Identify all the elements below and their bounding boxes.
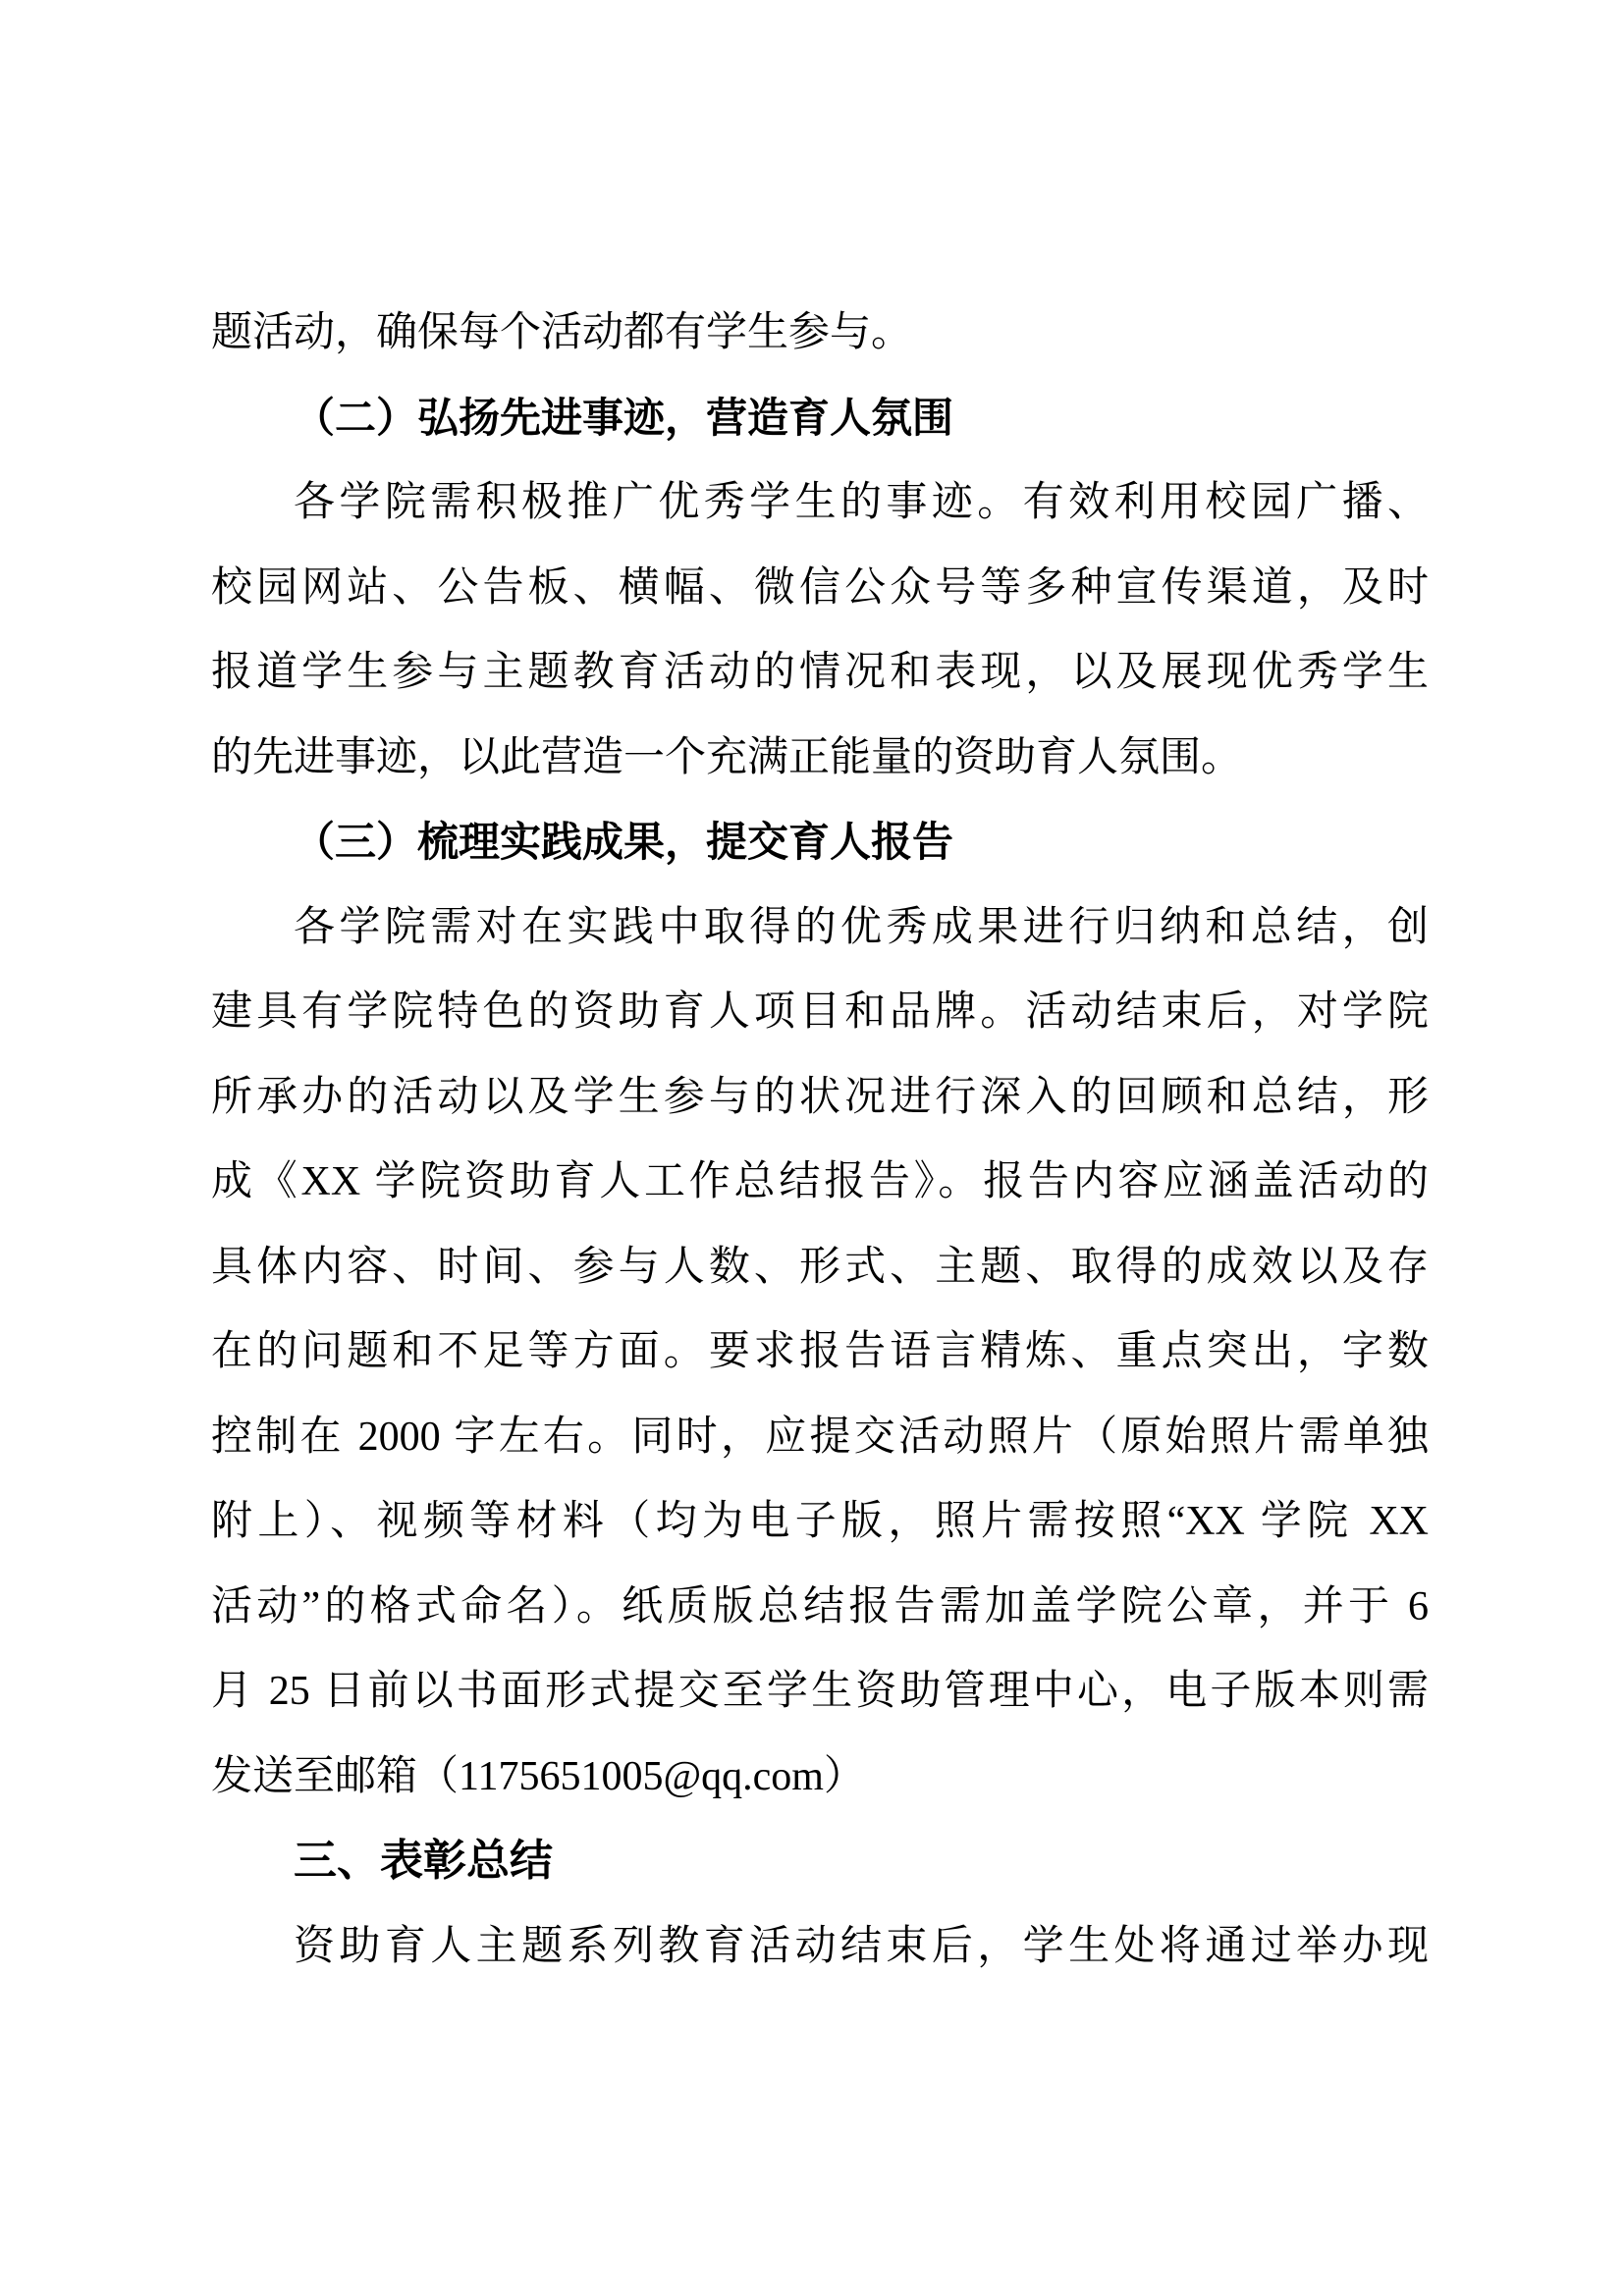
- text-line: 报道学生参与主题教育活动的情况和表现，以及展现优秀学生: [211, 650, 1429, 695]
- text-line: 发送至邮箱（1175651005@qq.com）: [211, 1753, 865, 1799]
- text-line: 成《XX 学院资助育人工作总结报告》。报告内容应涵盖活动的: [211, 1159, 1429, 1204]
- text-line: 所承办的活动以及学生参与的状况进行深入的回顾和总结，形: [211, 1074, 1429, 1120]
- text-line: 各学院需积极推广优秀学生的事迹。有效利用校园广播、: [294, 480, 1429, 525]
- text-line: 建具有学院特色的资助育人项目和品牌。活动结束后，对学院: [211, 989, 1429, 1035]
- text-line: 的先进事迹，以此营造一个充满正能量的资助育人氛围。: [211, 734, 1243, 780]
- section-heading: （三）梳理实践成果，提交育人报告: [294, 819, 954, 865]
- text-line: 活动”的格式命名）。纸质版总结报告需加盖学院公章，并于 6: [211, 1583, 1429, 1629]
- text-line: 校园网站、公告板、横幅、微信公众号等多种宣传渠道，及时: [211, 564, 1429, 611]
- text-line: 附上）、视频等材料（均为电子版，照片需按照“XX 学院 XX: [211, 1499, 1429, 1544]
- text-line: 在的问题和不足等方面。要求报告语言精炼、重点突出，字数: [211, 1329, 1429, 1374]
- text-line: 各学院需对在实践中取得的优秀成果进行归纳和总结，创: [294, 904, 1429, 950]
- section-heading: （二）弘扬先进事迹，营造育人氛围: [294, 394, 954, 441]
- text-line: 题活动，确保每个活动都有学生参与。: [211, 310, 913, 355]
- section-heading: 三、表彰总结: [294, 1837, 553, 1885]
- document-content: [211, 291, 1429, 1989]
- text-line: 资助育人主题系列教育活动结束后，学生处将通过举办现: [294, 1923, 1429, 1969]
- text-line: 控制在 2000 字左右。同时，应提交活动照片（原始照片需单独: [211, 1414, 1429, 1460]
- text-line: 月 25 日前以书面形式提交至学生资助管理中心，电子版本则需: [211, 1669, 1429, 1714]
- text-line: 具体内容、时间、参与人数、形式、主题、取得的成效以及存: [211, 1244, 1429, 1290]
